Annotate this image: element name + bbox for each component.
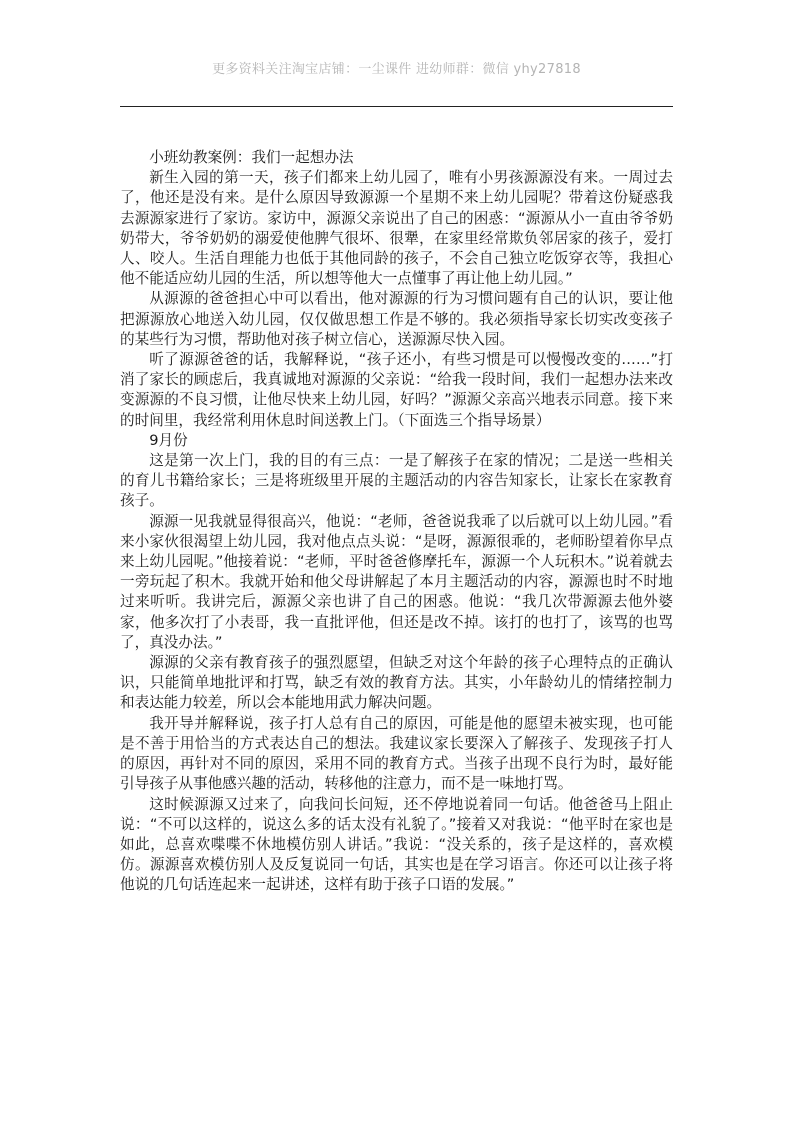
document-body bbox=[120, 148, 673, 896]
paragraph-father-analysis: 源源的父亲有教育孩子的强烈愿望，但缺乏对这个年龄的孩子心理特点的正确认识，只能简单地批评和打骂，缺乏有效的教育方法。其实，小年龄幼儿的情绪控制力和表达能力较差，所以会本能地用武力解决问题。 bbox=[120, 654, 673, 712]
paragraph-reassurance: 听了源源爸爸的话，我解释说，“孩子还小，有些习惯是可以慢慢改变的……”打消了家长的顾虑后，我真诚地对源源的父亲说：“给我一段时间，我们一起想办法来改变源源的不良习惯，让他尽快来上幼儿园，好吗？”源源父亲高兴地表示同意。接下来的时间里，我经常利用休息时间送教上门。（下面选三个指导场景） bbox=[120, 351, 673, 429]
paragraph-visit-goals: 这是第一次上门，我的目的有三点：一是了解孩子在家的情况；二是送一些相关的育儿书籍给家长；三是将班级里开展的主题活动的内容告知家长，让家长在家教育孩子。 bbox=[120, 452, 673, 510]
header-divider bbox=[120, 106, 673, 107]
paragraph-analysis: 从源源的爸爸担心中可以看出，他对源源的行为习惯问题有自己的认识，要让他把源源放心地送入幼儿园，仅仅做思想工作是不够的。我必须指导家长切实改变孩子的某些行为习惯，帮助他对孩子树立信心，送源源尽快入园。 bbox=[120, 290, 673, 348]
paragraph-visit-dialogue: 源源一见我就显得很高兴，他说：“老师，爸爸说我乖了以后就可以上幼儿园。”看来小家伙很渴望上幼儿园，我对他点点头说：“是呀，源源很乖的，老师盼望着你早点来上幼儿园呢。”他接着说：“老师，平时爸爸修摩托车，源源一个人玩积木。”说着就去一旁玩起了积木。我就开始和他父母讲解起了本月主题活动的内容，源源也时不时地过来听听。我讲完后，源源父亲也讲了自己的困惑。他说：“我几次带源源去他外婆家，他多次打了小表哥，我一直批评他，但还是改不掉。该打的也打了，该骂的也骂了，真没办法。” bbox=[120, 512, 673, 651]
section-heading-september: 9月份 bbox=[149, 431, 188, 449]
paragraph-intro: 新生入园的第一天，孩子们都来上幼儿园了，唯有小男孩源源没有来。一周过去了，他还是没有来。是什么原因导致源源一个星期不来上幼儿园呢？带着这份疑惑我去源源家进行了家访。家访中，源源父亲说出了自己的困惑：“源源从小一直由爷爷奶奶带大，爷爷奶奶的溺爱使他脾气很坏、很犟，在家里经常欺负邻居家的孩子，爱打人、咬人。生活自理能力也低于其他同龄的孩子，不会自己独立吃饭穿衣等，我担心他不能适应幼儿园的生活，所以想等他大一点懂事了再让他上幼儿园。” bbox=[120, 169, 673, 288]
header-watermark: 更多资料关注淘宝店铺：一尘课件 进幼师群：微信 yhy27818 bbox=[212, 62, 581, 77]
document-title: 小班幼教案例：我们一起想办法 bbox=[149, 149, 354, 166]
paragraph-imitation: 这时候源源又过来了，向我问长问短，还不停地说着同一句话。他爸爸马上阻止说：“不可以这样的，说这么多的话太没有礼貌了。”接着又对我说：“他平时在家也是如此，总喜欢喋喋不休地模仿别人讲话。”我说：“没关系的，孩子是这样的，喜欢模仿。源源喜欢模仿别人及反复说同一句话，其实也是在学习语言。你还可以让孩子将他说的几句话连起来一起讲述，这样有助于孩子口语的发展。” bbox=[120, 795, 673, 894]
paragraph-guidance: 我开导并解释说，孩子打人总有自己的原因，可能是他的愿望未被实现，也可能是不善于用恰当的方式表达自己的想法。我建议家长要深入了解孩子、发现孩子打人的原因，再针对不同的原因，采用不同的教育方式。当孩子出现不良行为时，最好能引导孩子从事他感兴趣的活动，转移他的注意力，而不是一味地打骂。 bbox=[120, 714, 673, 793]
